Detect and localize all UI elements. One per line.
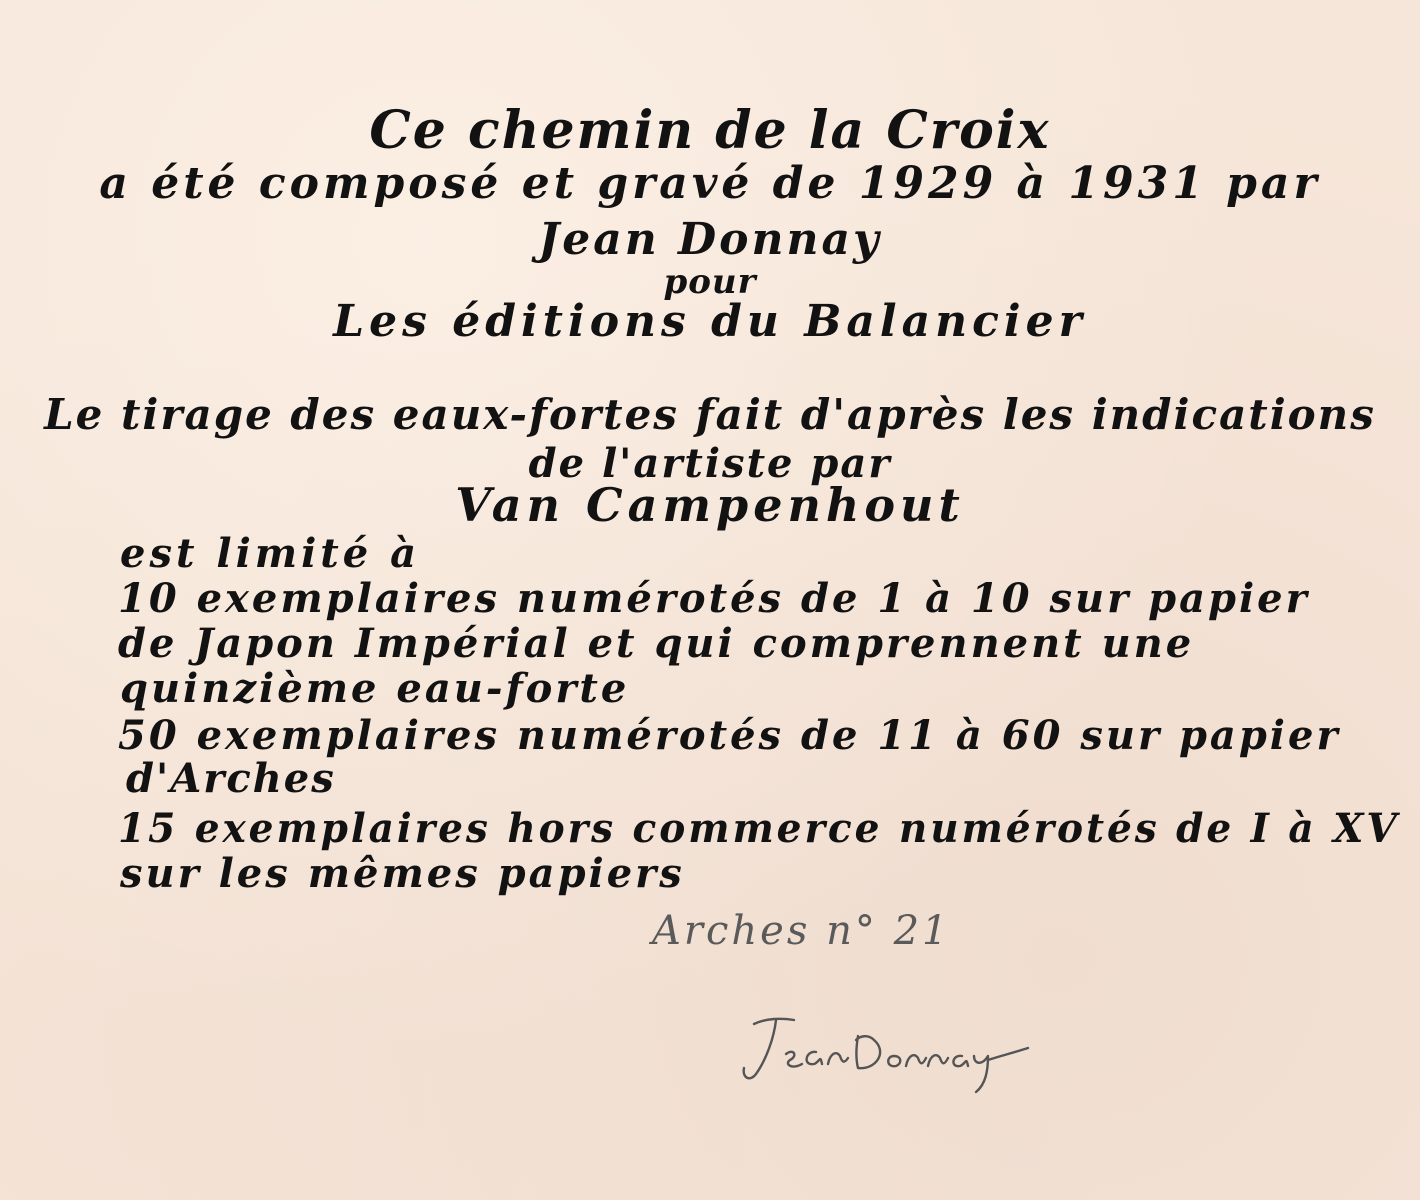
publisher-name: Les éditions du Balancier [333,296,1087,347]
edition-line: sur les mêmes papiers [120,850,685,897]
printing-statement-cont: de l'artiste par [528,440,892,487]
edition-line: d'Arches [126,755,336,802]
edition-line: 10 exemplaires numérotés de 1 à 10 sur papier [118,575,1310,622]
author-name: Jean Donnay [538,214,882,265]
printing-statement: Le tirage des eaux-fortes fait d'après les indications [44,390,1376,439]
edition-line: de Japon Impérial et qui comprennent une [118,620,1195,667]
copy-number-note: Arches n° 21 [652,908,951,954]
composition-statement: a été composé et gravé de 1929 à 1931 par [99,158,1321,209]
pour-word: pour [663,262,757,302]
printer-name: Van Campenhout [455,478,965,532]
colophon-title: Ce chemin de la Croix [369,100,1051,161]
edition-line: 15 exemplaires hors commerce numérotés de I à XV [118,805,1400,852]
edition-line: 50 exemplaires numérotés de 11 à 60 sur papier [118,712,1341,759]
handwritten-signature [736,1008,1036,1098]
edition-line: quinzième eau-forte [120,665,630,712]
limitation-intro: est limité à [120,530,421,577]
